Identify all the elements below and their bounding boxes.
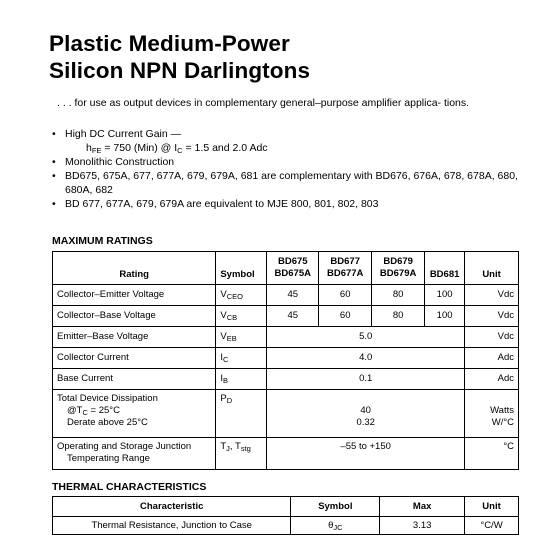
symbol-cell [216, 327, 267, 348]
rating-cell: Emitter–Base Voltage [53, 327, 216, 348]
rating-cell: Collector–Emitter Voltage [53, 285, 216, 306]
hfe-mid: = 750 (Min) @ I [101, 142, 178, 154]
table-row [53, 327, 519, 348]
feature-list [48, 127, 518, 211]
table-row [53, 306, 519, 327]
complementary-text: BD675, 675A, 677, 677A, 679, 679A, 681 are complementary with BD676, 676A, 678, 678A, 680, 680A, 682 [65, 170, 518, 196]
header-bd681: BD681 [425, 252, 465, 285]
table-header-row [53, 497, 519, 517]
symbol-subscript: C [222, 355, 229, 364]
max-ratings-title: MAXIMUM RATINGS [52, 235, 153, 247]
value-cell: 80 [372, 306, 425, 327]
unit-cell: Vdc [465, 327, 519, 348]
value-cell: 4.0 [267, 348, 465, 369]
header-bd675 [267, 252, 319, 285]
table-row-junction [53, 438, 519, 470]
header-bd677-line1: BD677 [330, 256, 360, 267]
table-header-row [53, 252, 519, 285]
symbol-text: T [220, 441, 227, 452]
symbol-cell [291, 517, 380, 535]
value-cell: 60 [319, 306, 372, 327]
symbol-subscript: D [226, 396, 233, 405]
symbol-text: V [220, 331, 227, 342]
symbol-text: P [220, 393, 227, 404]
symbol-text-2: , T [229, 441, 241, 452]
symbol-subscript: CB [226, 313, 238, 322]
table-row [53, 369, 519, 390]
value-cell: 100 [425, 285, 465, 306]
rating-cell: Collector–Base Voltage [53, 306, 216, 327]
header-unit: Unit [465, 497, 519, 517]
dissipation-line-3: Derate above 25°C [67, 417, 148, 428]
hfe-spec [48, 141, 518, 155]
feature-item-gain [48, 127, 518, 141]
header-bd679-line2: BD679A [379, 268, 417, 279]
unit-cell: Adc [465, 348, 519, 369]
equivalent-text: BD 677, 677A, 679, 679A are equivalent to MJE 800, 801, 802, 803 [65, 198, 379, 210]
intro-paragraph: . . . for use as output devices in complementary general–purpose amplifier applica- tions. [57, 97, 470, 109]
junction-line-1: Operating and Storage Junction [57, 441, 192, 452]
title-line-2: Silicon NPN Darlingtons [49, 58, 311, 83]
value-cell: 60 [319, 285, 372, 306]
symbol-cell [216, 369, 267, 390]
value-cell: 80 [372, 285, 425, 306]
max-ratings-table [52, 251, 519, 470]
value-cell: 5.0 [267, 327, 465, 348]
dissipation-value-1: 40 [360, 405, 371, 416]
dissipation-condition-tail: = 25°C [87, 405, 120, 416]
header-bd677-line2: BD677A [326, 268, 364, 279]
symbol-text: I [220, 352, 223, 363]
value-cell: 100 [425, 306, 465, 327]
table-row [53, 285, 519, 306]
symbol-cell [216, 390, 267, 438]
symbol-subscript: B [222, 376, 228, 385]
max-cell: 3.13 [380, 517, 465, 535]
symbol-subscript: JC [333, 522, 343, 532]
rating-cell: Base Current [53, 369, 216, 390]
unit-cell: °C [465, 438, 519, 470]
table-row [53, 348, 519, 369]
feature-item-complementary [48, 169, 518, 197]
unit-cell: °C/W [465, 517, 519, 535]
hfe-symbol: h [86, 142, 92, 154]
bullet-icon: • [52, 170, 56, 182]
thermal-table [52, 496, 519, 535]
bullet-icon: • [52, 128, 56, 140]
header-max: Max [380, 497, 465, 517]
page-title [49, 30, 310, 84]
symbol-text: I [220, 373, 223, 384]
header-rating: Rating [53, 252, 216, 285]
symbol-text: V [220, 289, 227, 300]
header-characteristic: Characteristic [53, 497, 291, 517]
table-row-dissipation [53, 390, 519, 438]
header-bd677 [319, 252, 372, 285]
header-bd675-line2: BD675A [274, 268, 311, 279]
ic-subscript: C [177, 146, 183, 155]
symbol-subscript: EB [226, 334, 237, 343]
hfe-tail: = 1.5 and 2.0 Adc [182, 142, 268, 154]
characteristic-cell: Thermal Resistance, Junction to Case [53, 517, 291, 535]
header-bd679 [372, 252, 425, 285]
junction-line-2: Temperating Range [67, 453, 150, 464]
header-bd675-line1: BD675 [277, 256, 308, 267]
symbol-text: θ [328, 519, 334, 531]
gain-label: High DC Current Gain — [65, 128, 182, 140]
header-symbol: Symbol [291, 497, 380, 517]
symbol-cell [216, 285, 267, 306]
rating-cell [53, 438, 216, 470]
header-bd679-line1: BD679 [383, 256, 413, 267]
bullet-icon: • [52, 198, 56, 210]
value-cell: –55 to +150 [267, 438, 465, 470]
header-symbol: Symbol [216, 252, 267, 285]
value-cell: 0.1 [267, 369, 465, 390]
thermal-title: THERMAL CHARACTERISTICS [52, 481, 207, 493]
bullet-icon: • [52, 156, 56, 168]
value-cell: 45 [267, 285, 319, 306]
header-unit: Unit [465, 252, 519, 285]
symbol-subscript: J [226, 444, 230, 453]
symbol-cell [216, 306, 267, 327]
dissipation-condition: @T [67, 405, 83, 416]
monolithic-text: Monolithic Construction [65, 156, 175, 168]
unit-cell [465, 390, 519, 438]
symbol-subscript: CEO [226, 292, 243, 301]
symbol-cell [216, 348, 267, 369]
feature-item-monolithic [48, 155, 518, 169]
dissipation-unit-1: Watts [490, 405, 514, 416]
rating-cell: Collector Current [53, 348, 216, 369]
rating-cell [53, 390, 216, 438]
unit-cell: Vdc [465, 285, 519, 306]
symbol-subscript-2: stg [240, 444, 251, 453]
dissipation-value-2: 0.32 [356, 417, 375, 428]
symbol-cell [216, 438, 267, 470]
unit-cell: Adc [465, 369, 519, 390]
value-cell: 45 [267, 306, 319, 327]
dissipation-subscript: C [82, 408, 88, 417]
title-line-1: Plastic Medium-Power [49, 31, 290, 56]
table-row [53, 517, 519, 535]
unit-cell: Vdc [465, 306, 519, 327]
dissipation-line-1: Total Device Dissipation [57, 393, 158, 404]
feature-item-equivalent [48, 197, 518, 211]
hfe-subscript: FE [91, 146, 102, 155]
value-cell [267, 390, 465, 438]
dissipation-line-2 [57, 405, 211, 417]
symbol-text: V [220, 310, 227, 321]
dissipation-unit-2: W/°C [491, 417, 514, 428]
